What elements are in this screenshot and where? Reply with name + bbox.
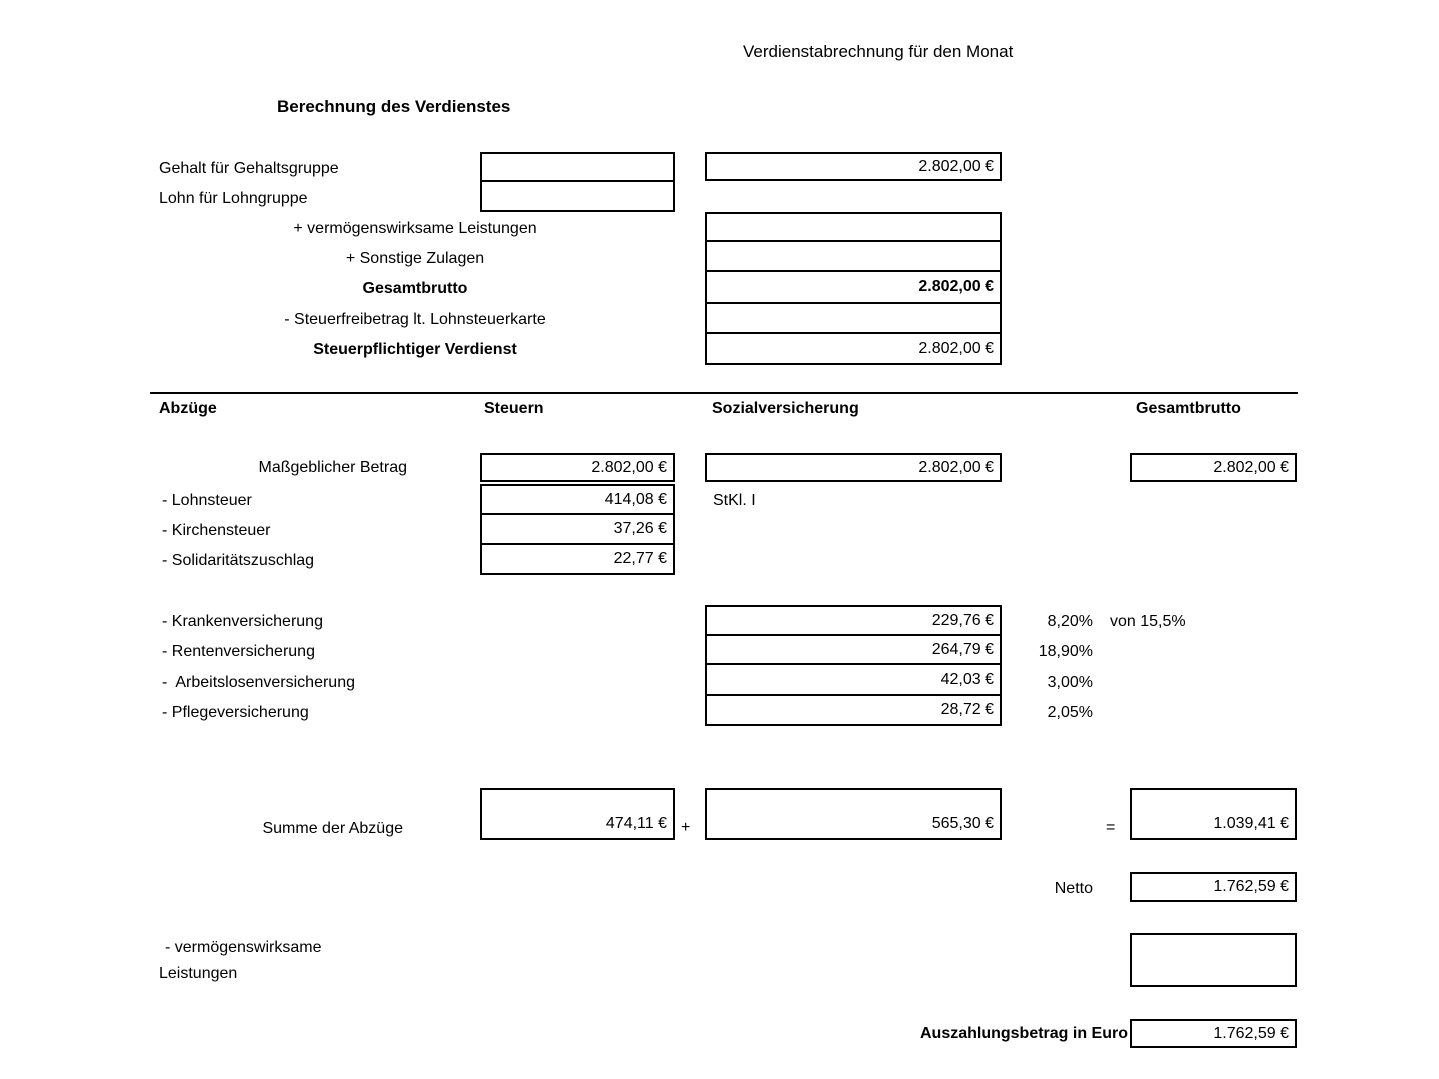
netto-value: 1.762,59 € — [1213, 878, 1289, 895]
massgeblich-sozial-box[interactable] — [705, 453, 1002, 482]
krankenversicherung-value-box[interactable] — [705, 605, 1002, 636]
pflegeversicherung-label: - Pflegeversicherung — [162, 704, 309, 721]
summe-sozial-value: 565,30 € — [931, 815, 994, 832]
header-gesamtbrutto: Gesamtbrutto — [1136, 400, 1241, 417]
steuerklasse-note: StKl. I — [713, 492, 756, 509]
krankenversicherung-value: 229,76 € — [931, 611, 994, 629]
arbeitslosenversicherung-value-box[interactable] — [705, 663, 1002, 696]
arbeitslosenversicherung-rate: 3,00% — [1047, 674, 1093, 691]
gesamtbrutto-label: Gesamtbrutto — [362, 280, 468, 297]
header-steuern: Steuern — [484, 400, 544, 417]
lohnsteuer-value-box[interactable] — [480, 484, 675, 515]
plus-sign: + — [681, 819, 691, 836]
vwl-label: + vermögenswirksame Leistungen — [293, 220, 537, 237]
lohn-label: Lohn für Lohngruppe — [159, 190, 308, 207]
page-title: Verdienstabrechnung für den Monat — [743, 42, 1014, 61]
solidaritaetszuschlag-value: 22,77 € — [613, 550, 667, 567]
gehalt-value-box[interactable] — [705, 152, 1002, 181]
section-divider — [150, 392, 1298, 394]
pflegeversicherung-value: 28,72 € — [940, 701, 994, 718]
gehalt-input-box[interactable] — [480, 152, 675, 182]
vwl-value-box[interactable] — [705, 212, 1002, 242]
auszahlungsbetrag-label: Auszahlungsbetrag in Euro — [919, 1025, 1128, 1042]
kirchensteuer-label: - Kirchensteuer — [162, 522, 271, 539]
gehalt-label: Gehalt für Gehaltsgruppe — [159, 160, 339, 177]
massgeblich-gesamt-value: 2.802,00 € — [1213, 458, 1289, 476]
krankenversicherung-rate: 8,20% — [1047, 613, 1093, 630]
massgeblich-steuern-value: 2.802,00 € — [591, 458, 667, 476]
summe-abzuege-label: Summe der Abzüge — [262, 820, 403, 837]
steuerpflichtig-value-box[interactable] — [705, 332, 1002, 365]
summe-gesamt-box[interactable] — [1130, 788, 1297, 840]
steuerpflichtig-value: 2.802,00 € — [918, 339, 994, 357]
krankenversicherung-rate-note: von 15,5% — [1110, 613, 1186, 630]
auszahlungsbetrag-value: 1.762,59 € — [1213, 1024, 1289, 1042]
lohnsteuer-value: 414,08 € — [604, 490, 667, 508]
kirchensteuer-value: 37,26 € — [613, 520, 667, 537]
lohn-input-box[interactable] — [480, 180, 675, 212]
vwl-deduction-value-box[interactable] — [1130, 933, 1297, 987]
massgeblich-label: Maßgeblicher Betrag — [258, 459, 407, 476]
zulagen-value-box[interactable] — [705, 240, 1002, 272]
vwl-deduction-label-line2: Leistungen — [159, 965, 238, 982]
section-heading: Berechnung des Verdienstes — [277, 97, 511, 116]
rentenversicherung-label: - Rentenversicherung — [162, 643, 315, 660]
steuerfreibetrag-label: - Steuerfreibetrag lt. Lohnsteuerkarte — [284, 311, 546, 328]
massgeblich-steuern-box[interactable] — [480, 453, 675, 482]
massgeblich-gesamt-box[interactable] — [1130, 453, 1297, 482]
gehalt-value: 2.802,00 € — [918, 157, 994, 175]
steuerpflichtig-label: Steuerpflichtiger Verdienst — [313, 341, 517, 358]
header-abzuege: Abzüge — [159, 400, 217, 417]
gesamtbrutto-value-box[interactable] — [705, 270, 1002, 304]
zulagen-label: + Sonstige Zulagen — [345, 250, 485, 267]
steuerfreibetrag-value-box[interactable] — [705, 302, 1002, 334]
summe-steuern-box[interactable] — [480, 788, 675, 840]
summe-gesamt-value: 1.039,41 € — [1213, 815, 1289, 832]
equals-sign: = — [1106, 819, 1116, 836]
vwl-deduction-label-line1: - vermögenswirksame — [165, 939, 322, 956]
pflegeversicherung-value-box[interactable] — [705, 694, 1002, 726]
header-sozialversicherung: Sozialversicherung — [712, 400, 859, 417]
rentenversicherung-rate: 18,90% — [1038, 643, 1093, 660]
netto-label: Netto — [1054, 880, 1093, 897]
lohnsteuer-label: - Lohnsteuer — [162, 492, 252, 509]
pflegeversicherung-rate: 2,05% — [1047, 704, 1093, 721]
krankenversicherung-label: - Krankenversicherung — [162, 613, 323, 630]
rentenversicherung-value-box[interactable] — [705, 634, 1002, 665]
massgeblich-sozial-value: 2.802,00 € — [918, 458, 994, 476]
solidaritaetszuschlag-value-box[interactable] — [480, 543, 675, 575]
auszahlungsbetrag-value-box[interactable] — [1130, 1019, 1297, 1048]
solidaritaetszuschlag-label: - Solidaritätszuschlag — [162, 552, 315, 569]
summe-steuern-value: 474,11 € — [605, 815, 667, 832]
arbeitslosenversicherung-label: - Arbeitslosenversicherung — [162, 674, 355, 691]
arbeitslosenversicherung-value: 42,03 € — [940, 670, 994, 688]
gesamtbrutto-value: 2.802,00 € — [918, 278, 994, 295]
kirchensteuer-value-box[interactable] — [480, 513, 675, 545]
netto-value-box[interactable] — [1130, 872, 1297, 902]
summe-sozial-box[interactable] — [705, 788, 1002, 840]
rentenversicherung-value: 264,79 € — [931, 640, 994, 658]
